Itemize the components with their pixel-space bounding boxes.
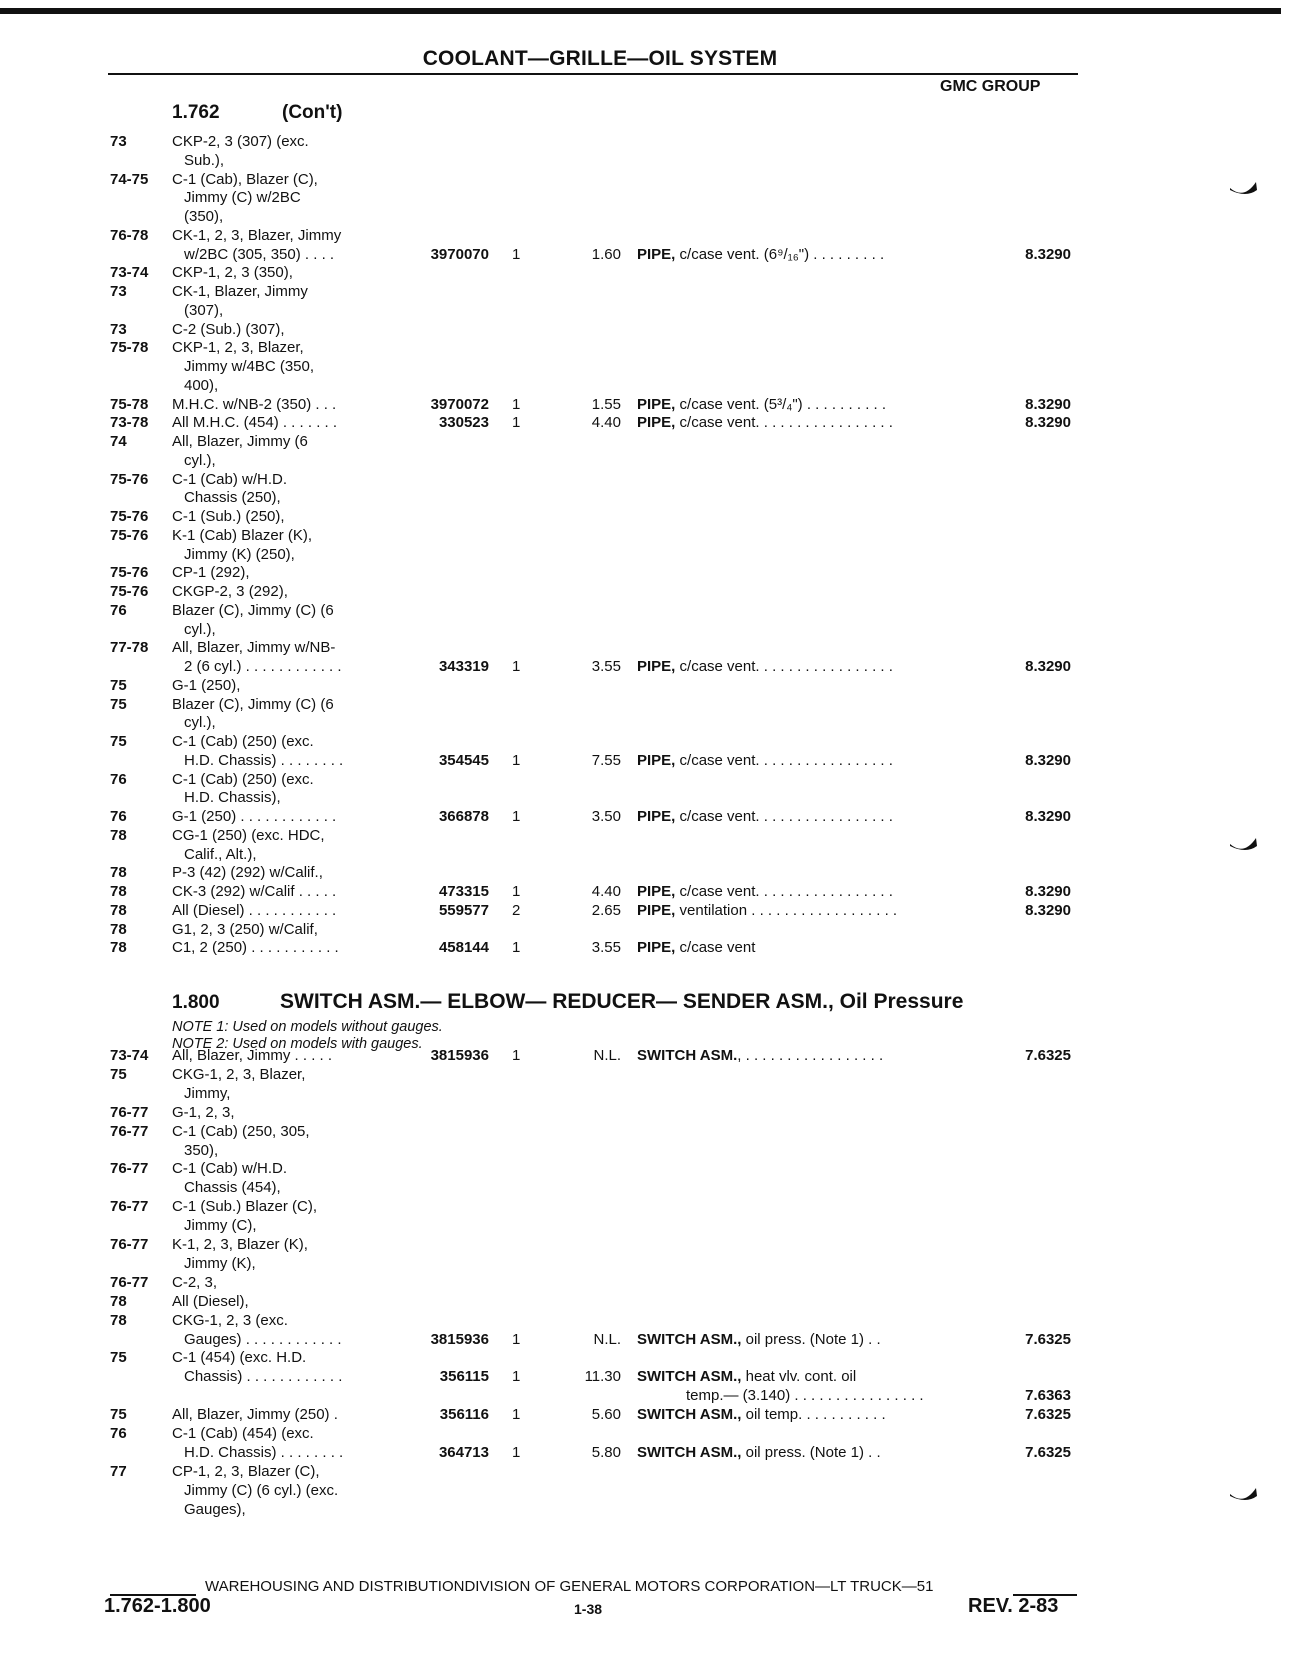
application: P-3 (42) (292) w/Calif., [172,864,323,882]
application: CKP-1, 2, 3 (350), [172,264,293,282]
table-row [0,1367,1281,1387]
quantity: 1 [512,414,521,432]
description-text: c/case vent. (6⁹/₁₆") . . . . . . . . . [675,245,885,263]
application: w/2BC (305, 350) . . . . [184,245,335,263]
application: Blazer (C), Jimmy (C) (6 [172,601,334,619]
application: K-1, 2, 3, Blazer (K), [172,1236,308,1253]
table-row [0,713,1281,733]
part-name: SWITCH ASM., [637,1330,742,1348]
price: 5.80 [591,1443,621,1461]
part-name: PIPE, [637,414,676,432]
binder-mark-icon [1228,182,1258,198]
table-row [0,1311,1281,1331]
table-row [0,470,1281,490]
application: cyl.), [184,451,216,469]
binder-mark-icon [1228,838,1258,854]
table-row [0,695,1281,715]
description-text: temp.— (3.140) . . . . . . . . . . . . . . . . [686,1387,924,1405]
table-row [0,413,1281,433]
table-row [0,376,1281,396]
application: H.D. Chassis) . . . . . . . . [184,751,344,769]
application: cyl.), [184,714,216,732]
application: 400), [184,376,219,394]
group-number: 8.3290 [1025,245,1071,263]
model-year: 75 [110,676,127,694]
part-name: SWITCH ASM., [637,1368,742,1386]
application: C-1 (Sub.) Blazer (C), [172,1198,318,1216]
table-row [0,1500,1281,1520]
quantity: 1 [512,1047,521,1064]
quantity: 2 [512,901,521,919]
application: All M.H.C. (454) . . . . . . . [172,414,338,432]
model-year: 78 [110,920,127,938]
group-number: 7.6325 [1025,1047,1071,1064]
group-number: 8.3290 [1025,751,1071,769]
table-row [0,432,1281,452]
part-description [637,395,886,415]
group-label: GMC GROUP [940,78,1041,95]
part-name: PIPE, [637,395,676,413]
section-number: 1.762 [172,102,220,123]
note-2: NOTE 2: Used on models with gauges. [172,1036,423,1052]
application: cyl.), [184,620,216,638]
part-number: 343319 [438,658,489,675]
application: C-1 (Sub.) (250), [172,508,285,525]
price: 2.65 [591,901,621,919]
table-row [0,1141,1281,1161]
table-row [0,526,1281,546]
application: 350), [184,1141,219,1159]
model-year: 76 [110,601,127,619]
part-number: 3815936 [430,1047,489,1064]
application: Jimmy (C), [184,1217,257,1235]
model-year: 73-74 [110,1047,149,1064]
table-row [0,807,1281,827]
table-row [0,301,1281,321]
table-row [0,188,1281,208]
table-row [0,901,1281,921]
price: 3.55 [591,939,621,957]
application: Jimmy, [184,1084,231,1102]
table-row [0,151,1281,171]
description-text: c/case vent [675,939,756,957]
table-row [0,1273,1281,1293]
table-row [0,920,1281,940]
part-name: PIPE, [637,751,676,769]
table-row [0,938,1281,958]
model-year: 76-77 [110,1103,149,1121]
application: CK-1, 2, 3, Blazer, Jimmy [172,226,342,244]
application: Jimmy w/4BC (350, [184,358,315,375]
price: N.L. [593,1047,621,1064]
application: All (Diesel), [172,1292,249,1310]
model-year: 75 [110,1406,127,1424]
model-year: 73 [110,133,127,150]
description-text: c/case vent. . . . . . . . . . . . . . . . . [675,658,893,675]
description-text: , . . . . . . . . . . . . . . . . . [737,1047,884,1064]
quantity: 1 [512,1443,521,1461]
model-year: 75 [110,1349,127,1367]
model-year: 76 [110,770,127,788]
part-description [686,1386,924,1406]
model-year: 76 [110,808,127,825]
note-1: NOTE 1: Used on models without gauges. [172,1019,443,1035]
model-year: 76-77 [110,1236,149,1253]
application: CKG-1, 2, 3 (exc. [172,1311,288,1329]
binder-mark-icon [1228,1488,1258,1504]
part-name: SWITCH ASM., [637,1443,742,1461]
description-text: heat vlv. cont. oil [741,1368,857,1386]
model-year: 76-77 [110,1273,149,1291]
model-year: 77 [110,1462,127,1480]
part-description [637,807,893,827]
table-row [0,488,1281,508]
model-year: 76-78 [110,226,149,244]
application: C-2 (Sub.) (307), [172,320,285,338]
top-border [0,8,1281,14]
part-description [637,901,897,921]
price: 3.55 [591,658,621,675]
model-year: 75 [110,1065,127,1083]
model-year: 74-75 [110,170,149,188]
description-text: c/case vent. . . . . . . . . . . . . . . . . [675,883,893,900]
table-row [0,1235,1281,1255]
description-text: c/case vent. (5³/₄") . . . . . . . . . . [675,395,887,413]
application: G-1, 2, 3, [172,1103,235,1121]
model-year: 75-76 [110,470,149,488]
part-number: 354545 [438,751,489,769]
model-year: 76-77 [110,1198,149,1216]
price: 4.40 [591,883,621,900]
footer-page-number: 1-38 [574,1601,603,1617]
table-row [0,1065,1281,1085]
group-number: 8.3290 [1025,395,1071,413]
table-row [0,1254,1281,1274]
application: Jimmy (C) w/2BC [184,189,301,207]
description-text: c/case vent. . . . . . . . . . . . . . . . . [675,751,893,769]
application: 2 (6 cyl.) . . . . . . . . . . . . [184,658,342,675]
table-row [0,545,1281,565]
table-row [0,451,1281,471]
table-row [0,338,1281,358]
part-description [637,657,893,677]
table-row [0,1122,1281,1142]
table-row [0,1330,1281,1350]
application: CKP-1, 2, 3, Blazer, [172,339,304,357]
table-row [0,788,1281,808]
group-number: 8.3290 [1025,414,1071,432]
section-title-main: SWITCH ASM.— ELBOW— REDUCER— SENDER ASM., [280,990,834,1013]
section-title-1800 [280,990,963,1014]
model-year: 78 [110,939,127,957]
application: All (Diesel) . . . . . . . . . . . [172,901,337,919]
application: (350), [184,208,224,225]
application: C1, 2 (250) . . . . . . . . . . . [172,939,339,957]
table-row [0,245,1281,265]
part-name: PIPE, [637,883,676,900]
table-row [0,1443,1281,1463]
group-number: 7.6325 [1025,1330,1071,1348]
model-year: 75-78 [110,339,149,357]
price: 3.50 [591,808,621,825]
table-row [0,1348,1281,1368]
table-row [0,582,1281,602]
quantity: 1 [512,751,521,769]
application: (307), [184,301,224,319]
application: All, Blazer, Jimmy (250) . [172,1406,338,1424]
table-row [0,676,1281,696]
table-row [0,657,1281,677]
application: All, Blazer, Jimmy (6 [172,433,308,450]
part-name: SWITCH ASM. [637,1047,738,1064]
price: 5.60 [591,1406,621,1424]
part-number: 356115 [439,1368,489,1386]
model-year: 75 [110,733,127,750]
part-name: PIPE, [637,901,676,919]
title-rule [108,73,1078,75]
application: C-1 (Cab) (250, 305, [172,1122,310,1140]
model-year: 75-76 [110,564,149,582]
model-year: 78 [110,864,127,882]
table-row [0,620,1281,640]
part-description [637,938,755,958]
table-row [0,1046,1281,1066]
table-row [0,263,1281,283]
application: H.D. Chassis) . . . . . . . . [184,1443,344,1461]
table-row [0,320,1281,340]
price: 11.30 [584,1368,621,1386]
part-number: 364713 [438,1443,489,1461]
table-row [0,638,1281,658]
model-year: 76-77 [110,1122,149,1140]
section-title: (Con't) [282,102,343,123]
table-row [0,1084,1281,1104]
model-year: 78 [110,901,127,919]
table-row [0,207,1281,227]
description-text: c/case vent. . . . . . . . . . . . . . . . . [675,414,893,432]
model-year: 78 [110,826,127,844]
table-row [0,563,1281,583]
group-number: 8.3290 [1025,883,1071,900]
part-number: 3815936 [430,1330,489,1348]
application: G-1 (250), [172,676,241,694]
application: Calif., Alt.), [184,845,257,863]
part-name: PIPE, [637,658,676,675]
application: G1, 2, 3 (250) w/Calif, [172,920,318,938]
price: 1.55 [591,395,621,413]
application: Gauges), [184,1500,246,1518]
group-number: 7.6363 [1025,1387,1071,1405]
part-description [637,751,893,771]
application: CKGP-2, 3 (292), [172,583,288,600]
table-row [0,1159,1281,1179]
table-row [0,1216,1281,1236]
application: CP-1, 2, 3, Blazer (C), [172,1462,320,1480]
table-row [0,357,1281,377]
group-number: 7.6325 [1025,1443,1071,1461]
footer-division: WAREHOUSING AND DISTRIBUTIONDIVISION OF GENERAL MOTORS CORPORATION—LT TRUCK—51 [205,1578,934,1595]
model-year: 74 [110,433,127,450]
group-number: 7.6325 [1025,1406,1071,1424]
quantity: 1 [512,1368,521,1386]
model-year: 73 [110,320,127,338]
table-row [0,1103,1281,1123]
description-text: oil temp. . . . . . . . . . . [741,1406,886,1424]
application: C-2, 3, [172,1273,218,1291]
application: Jimmy (K) (250), [184,545,295,563]
model-year: 76 [110,1425,127,1442]
application: C-1 (454) (exc. H.D. [172,1349,307,1367]
application: Chassis (454), [184,1179,281,1197]
table-row [0,1405,1281,1425]
model-year: 73-78 [110,414,149,432]
part-number: 559577 [438,901,489,919]
application: C-1 (Cab) (454) (exc. [172,1425,314,1442]
application: Jimmy (K), [184,1254,256,1272]
application: C-1 (Cab), Blazer (C), [172,170,318,188]
table-row [0,882,1281,902]
part-number: 473315 [438,883,489,900]
table-row [0,282,1281,302]
application: CP-1 (292), [172,564,250,582]
model-year: 75 [110,695,127,713]
application: CK-3 (292) w/Calif . . . . . [172,883,337,900]
footer-revision: REV. 2-83 [968,1595,1059,1617]
footer-range: 1.762-1.800 [104,1595,211,1617]
part-number: 3970070 [430,245,489,263]
table-row [0,1197,1281,1217]
page-title: COOLANT—GRILLE—OIL SYSTEM [422,47,778,70]
application: C-1 (Cab) w/H.D. [172,470,288,488]
table-row [0,1424,1281,1444]
table-row [0,1481,1281,1501]
application: Jimmy (C) (6 cyl.) (exc. [184,1481,339,1499]
application: G-1 (250) . . . . . . . . . . . . [172,808,337,825]
application: All, Blazer, Jimmy . . . . . [172,1047,333,1064]
table-row [0,770,1281,790]
table-row [0,601,1281,621]
model-year: 78 [110,1292,127,1310]
group-number: 8.3290 [1025,808,1071,825]
part-number: 3970072 [430,395,489,413]
description-text: oil press. (Note 1) . . [741,1330,881,1348]
description-text: ventilation . . . . . . . . . . . . . . . . . . [675,901,898,919]
part-description [637,1405,886,1425]
group-number: 8.3290 [1025,658,1071,675]
model-year: 75-76 [110,583,149,600]
application: H.D. Chassis), [184,789,281,807]
table-row [0,1178,1281,1198]
table-row [0,132,1281,152]
quantity: 1 [512,808,521,825]
section-title-suffix: Oil Pressure [839,990,964,1013]
quantity: 1 [512,395,521,413]
price: N.L. [593,1330,621,1348]
table-row [0,751,1281,771]
part-name: PIPE, [637,808,676,825]
part-name: PIPE, [637,939,676,957]
table-row [0,826,1281,846]
application: CG-1 (250) (exc. HDC, [172,826,325,844]
application: C-1 (Cab) (250) (exc. [172,770,314,788]
table-row [0,226,1281,246]
part-description [637,882,893,902]
application: M.H.C. w/NB-2 (350) . . . [172,395,337,413]
application: Sub.), [184,151,225,169]
part-number: 366878 [438,808,489,825]
quantity: 1 [512,939,521,957]
application: Chassis (250), [184,489,281,507]
part-description [637,413,893,433]
description-text: oil press. (Note 1) . . [741,1443,881,1461]
price: 7.55 [591,751,621,769]
part-description [637,1443,881,1463]
model-year: 77-78 [110,639,149,657]
application: CKG-1, 2, 3, Blazer, [172,1065,306,1083]
application: K-1 (Cab) Blazer (K), [172,526,313,544]
application: Blazer (C), Jimmy (C) (6 [172,695,334,713]
table-row [0,170,1281,190]
table-row [0,845,1281,865]
price: 4.40 [591,414,621,432]
application: All, Blazer, Jimmy w/NB- [172,639,336,657]
section-number-1800: 1.800 [172,992,220,1013]
part-number: 330523 [438,414,489,432]
table-row [0,1462,1281,1482]
application: CKP-2, 3 (307) (exc. [172,133,309,150]
application: Gauges) . . . . . . . . . . . . [184,1330,342,1348]
table-row [0,1386,1281,1406]
part-description [637,1046,883,1066]
table-row [0,732,1281,752]
application: Chassis) . . . . . . . . . . . . [184,1368,343,1386]
part-name: PIPE, [637,245,676,263]
table-row [0,863,1281,883]
model-year: 75-76 [110,526,149,544]
application: CK-1, Blazer, Jimmy [172,283,308,300]
part-description [637,245,884,265]
model-year: 78 [110,883,127,900]
part-description [637,1367,856,1387]
table-row [0,507,1281,527]
part-name: SWITCH ASM., [637,1406,742,1424]
model-year: 73-74 [110,264,149,282]
description-text: c/case vent. . . . . . . . . . . . . . . . . [675,808,893,825]
quantity: 1 [512,658,521,675]
quantity: 1 [512,1406,521,1424]
model-year: 73 [110,283,127,300]
table-row [0,395,1281,415]
quantity: 1 [512,1330,521,1348]
application: C-1 (Cab) w/H.D. [172,1160,288,1178]
part-number: 356116 [439,1406,489,1424]
table-row [0,1292,1281,1312]
quantity: 1 [512,245,521,263]
application: C-1 (Cab) (250) (exc. [172,733,314,750]
group-number: 8.3290 [1025,901,1071,919]
part-description [637,1330,881,1350]
part-number: 458144 [438,939,489,957]
model-year: 76-77 [110,1160,149,1178]
quantity: 1 [512,883,521,900]
model-year: 75-78 [110,395,149,413]
price: 1.60 [591,245,621,263]
model-year: 78 [110,1311,127,1329]
model-year: 75-76 [110,508,149,525]
